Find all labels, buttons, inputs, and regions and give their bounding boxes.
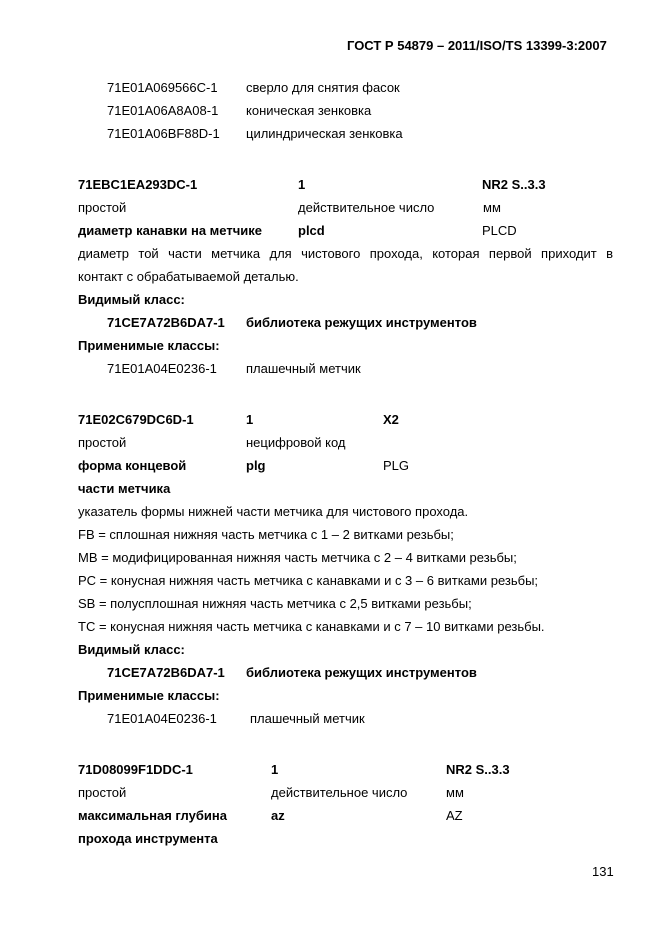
entry2-desc-line-2: FB = сплошная нижняя часть метчика с 1 – 2 витками резьбы;	[78, 527, 454, 542]
entry1-description	[78, 246, 613, 262]
entry1-desc-line-2: контакт с обрабатываемой деталью.	[78, 269, 299, 284]
top-list-code-1: 71E01A069566C-1	[107, 80, 218, 95]
entry3-name-line-1: максимальная глубина	[78, 808, 227, 823]
entry1-version: 1	[298, 177, 306, 192]
entry1-visible-label: Видимый класс:	[78, 292, 185, 307]
entry2-applicable-code: 71E01A04E0236-1	[107, 711, 217, 726]
entry1-type: простой	[78, 200, 127, 215]
entry2-desc-line-5: SB = полусплошная нижняя часть метчика с 2,5 витками резьбы;	[78, 596, 472, 611]
page-header-title: ГОСТ Р 54879 – 2011/ISO/TS 13399-3:2007	[347, 38, 607, 53]
entry1-symbol: plcd	[298, 223, 325, 238]
entry3-name-line-2: прохода инструмента	[78, 831, 218, 846]
entry2-format: X2	[383, 412, 399, 427]
top-list-code-2: 71E01A06A8A08-1	[107, 103, 219, 118]
top-list-code-3: 71E01A06BF88D-1	[107, 126, 220, 141]
entry2-type: простой	[78, 435, 127, 450]
entry2-applicable-label: Применимые классы:	[78, 688, 220, 703]
entry1-applicable-code: 71E01A04E0236-1	[107, 361, 217, 376]
entry1-format: NR2 S..3.3	[482, 177, 546, 192]
entry1-id: 71EBC1EA293DC-1	[78, 177, 198, 192]
entry1-visible-name: библиотека режущих инструментов	[246, 315, 477, 330]
entry3-symbol: az	[271, 808, 285, 823]
entry1-name: диаметр канавки на метчике	[78, 223, 262, 238]
top-list-name-3: цилиндрическая зенковка	[246, 126, 403, 141]
entry2-desc-line-4: PC = конусная нижняя часть метчика с канавками и с 3 – 6 витками резьбы;	[78, 573, 539, 588]
entry1-unit: мм	[483, 200, 501, 215]
entry2-datatype: нецифровой код	[246, 435, 346, 450]
entry2-version: 1	[246, 412, 254, 427]
entry3-unit: мм	[446, 785, 464, 800]
entry2-name-line-2: части метчика	[78, 481, 171, 496]
top-list-name-1: сверло для снятия фасок	[246, 80, 400, 95]
entry2-id: 71E02C679DC6D-1	[78, 412, 194, 427]
entry2-symbol: plg	[246, 458, 266, 473]
top-list-name-2: коническая зенковка	[246, 103, 372, 118]
entry2-desc-line-1: указатель формы нижней части метчика для чистового прохода.	[78, 504, 469, 519]
entry2-desc-line-3: MB = модифицированная нижняя часть метчика с 2 – 4 витками резьбы;	[78, 550, 517, 565]
entry1-datatype: действительное число	[298, 200, 435, 215]
entry3-id: 71D08099F1DDC-1	[78, 762, 193, 777]
entry1-applicable-name: плашечный метчик	[246, 361, 361, 376]
entry2-applicable-name: плашечный метчик	[250, 711, 365, 726]
entry1-visible-code: 71CE7A72B6DA7-1	[107, 315, 225, 330]
entry2-name-line-1: форма концевой	[78, 458, 187, 473]
entry3-version: 1	[271, 762, 279, 777]
entry3-format: NR2 S..3.3	[446, 762, 510, 777]
entry3-type: простой	[78, 785, 127, 800]
entry3-ref: AZ	[446, 808, 463, 823]
page-number: 131	[592, 864, 614, 879]
entry2-visible-name: библиотека режущих инструментов	[246, 665, 477, 680]
entry1-applicable-label: Применимые классы:	[78, 338, 220, 353]
entry2-visible-code: 71CE7A72B6DA7-1	[107, 665, 225, 680]
entry2-visible-label: Видимый класс:	[78, 642, 185, 657]
entry2-ref: PLG	[383, 458, 410, 473]
entry3-datatype: действительное число	[271, 785, 408, 800]
entry2-desc-line-6: TC = конусная нижняя часть метчика с канавками и с 7 – 10 витками резьбы.	[78, 619, 545, 634]
entry1-ref: PLCD	[482, 223, 517, 238]
entry1-desc-line-1: диаметр той части метчика для чистового прохода, которая первой приходит в	[78, 246, 613, 261]
